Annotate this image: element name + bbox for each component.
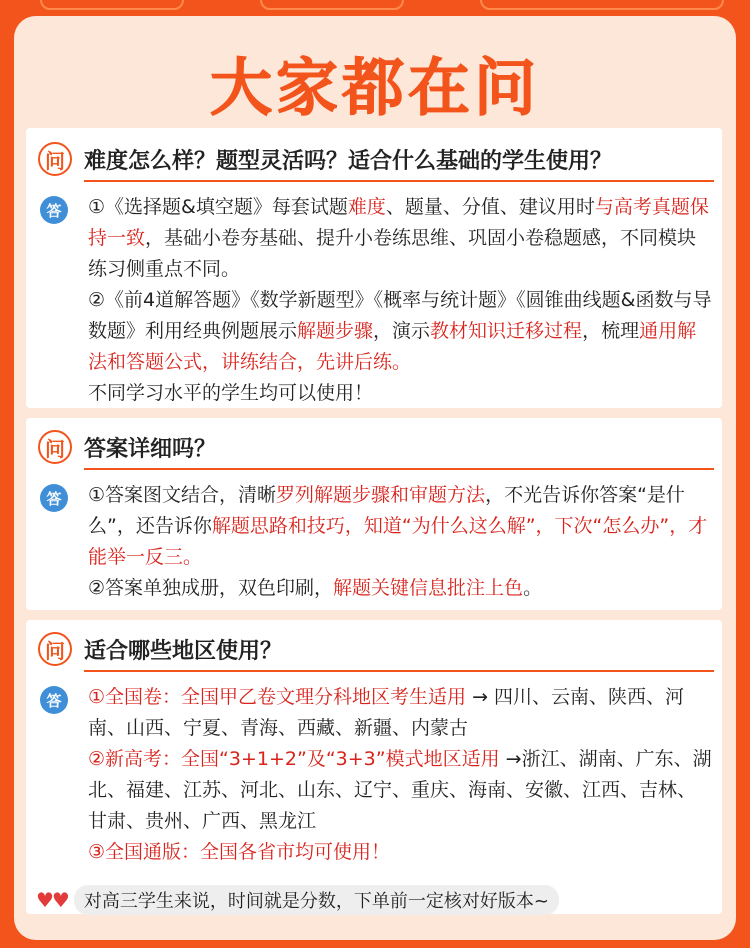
answer-text	[88, 480, 712, 604]
answer-paragraph: ②答案单独成册，双色印刷，解题关键信息批注上色。	[88, 577, 543, 599]
question-text: 适合哪些地区使用？	[84, 638, 283, 664]
question-icon: 问	[38, 142, 72, 176]
faq-panel	[14, 16, 736, 940]
answer-paragraph: ②《前4道解答题》《数学新题型》《概率与统计题》《圆锥曲线题&函数与导数题》利用经典例题展示解题步骤，演示教材知识迁移过程，梳理通用解法和答题公式，讲练结合，先讲后练。	[88, 289, 712, 373]
question-icon: 问	[38, 430, 72, 464]
faq-card-difficulty	[26, 128, 722, 408]
answer-icon: 答	[40, 686, 68, 714]
answer-paragraph: ①答案图文结合，清晰罗列解题步骤和审题方法，不光告诉你答案“是什么”，还告诉你解题思路和技巧，知道“为什么这么解”，下次“怎么办”，才能举一反三。	[88, 484, 708, 568]
top-tab-left	[40, 0, 184, 10]
faq-card-answers	[26, 418, 722, 610]
answer-paragraph: ①全国卷：全国甲乙卷文理分科地区考生适用 → 四川、云南、陕西、河南、山西、宁夏、青海、西藏、新疆、内蒙古	[88, 686, 685, 739]
answer-paragraph: ③全国通版：全国各省市均可使用！	[88, 841, 391, 863]
answer-paragraph: ②新高考：全国“3+1+2”及“3+3”模式地区适用 →浙江、湖南、广东、湖北、福建、江苏、河北、山东、辽宁、重庆、海南、安徽、江西、吉林、甘肃、贵州、广西、黑龙江	[88, 748, 712, 832]
answer-icon: 答	[40, 484, 68, 512]
footer-note	[36, 886, 559, 914]
question-row	[38, 142, 612, 176]
faq-card-regions	[26, 620, 722, 914]
question-row	[38, 632, 282, 666]
heart-icon: ♥♥	[36, 888, 68, 912]
answer-text	[88, 682, 712, 868]
question-underline	[84, 468, 714, 470]
footer-text: 对高三学生来说，时间就是分数，下单前一定核对好版本~	[74, 885, 559, 915]
question-text: 难度怎么样？题型灵活吗？适合什么基础的学生使用？	[84, 148, 613, 174]
top-tab-right	[480, 0, 724, 10]
question-row	[38, 430, 216, 464]
question-icon: 问	[38, 632, 72, 666]
answer-paragraph: 不同学习水平的学生均可以使用！	[88, 382, 374, 404]
top-tab-center	[260, 0, 404, 10]
answer-icon: 答	[40, 196, 68, 224]
question-underline	[84, 180, 714, 182]
page-title: 大家都在问	[209, 51, 540, 124]
question-underline	[84, 670, 714, 672]
answer-paragraph: ①《选择题&填空题》每套试题难度、题量、分值、建议用时与高考真题保持一致，基础小卷夯基础、提升小卷练思维、巩固小卷稳题感，不同模块练习侧重点不同。	[88, 196, 709, 280]
question-text: 答案详细吗？	[84, 436, 217, 462]
answer-text	[88, 192, 712, 409]
